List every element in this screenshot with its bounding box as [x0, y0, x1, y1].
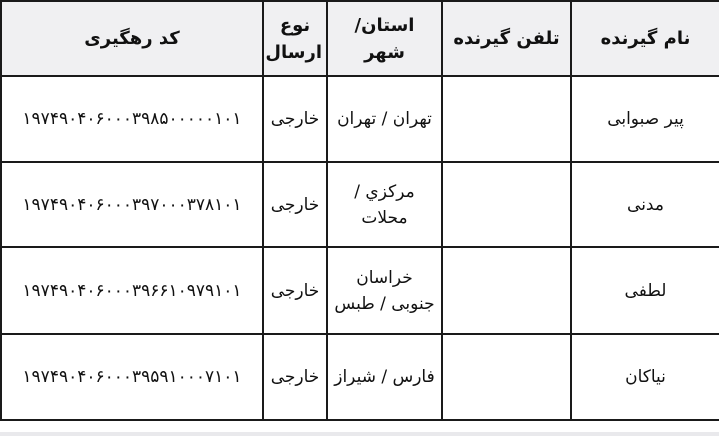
shipping-method-cell: خارجی — [263, 247, 327, 334]
tracking-code-cell: ۱۹۷۴۹۰۴۰۶۰۰۰۳۹۷۰۰۰۳۷۸۱۰۱ — [1, 162, 263, 247]
table-row — [1, 76, 719, 162]
tracking-code-cell: ۱۹۷۴۹۰۴۰۶۰۰۰۳۹۵۹۱۰۰۰۷۱۰۱ — [1, 334, 263, 420]
tracking-code-cell: ۱۹۷۴۹۰۴۰۶۰۰۰۳۹۶۶۱۰۹۷۹۱۰۱ — [1, 247, 263, 334]
table-row — [1, 162, 719, 247]
page-bottom-strip — [0, 432, 719, 436]
tracking-code-cell: ۱۹۷۴۹۰۴۰۶۰۰۰۳۹۸۵۰۰۰۰۰۱۰۱ — [1, 76, 263, 162]
header-shipping-method: نوع ارسال — [263, 1, 327, 76]
recipient-name-cell: لطفی — [571, 247, 719, 334]
header-recipient-phone: تلفن گیرنده — [442, 1, 571, 76]
recipient-phone-cell — [442, 247, 571, 334]
recipient-name-cell: مدنی — [571, 162, 719, 247]
shipping-method-cell: خارجی — [263, 76, 327, 162]
header-tracking-code: کد رهگیری — [1, 1, 263, 76]
recipient-phone-cell — [442, 162, 571, 247]
recipient-phone-cell — [442, 76, 571, 162]
recipient-phone-cell — [442, 334, 571, 420]
header-recipient-name: نام گیرنده — [571, 1, 719, 76]
header-province-city: استان/ شهر — [327, 1, 442, 76]
table-row — [1, 247, 719, 334]
province-city-cell: فارس / شیراز — [327, 334, 442, 420]
table-row — [1, 334, 719, 420]
shipping-method-cell: خارجی — [263, 162, 327, 247]
province-city-cell: مرکزي / محلات — [327, 162, 442, 247]
province-city-cell: تهران / تهران — [327, 76, 442, 162]
shipping-method-cell: خارجی — [263, 334, 327, 420]
table-header-row — [1, 1, 719, 76]
recipient-name-cell: پیر صبوابی — [571, 76, 719, 162]
recipient-name-cell: نیاکان — [571, 334, 719, 420]
province-city-cell: خراسان جنوبی / طبس — [327, 247, 442, 334]
